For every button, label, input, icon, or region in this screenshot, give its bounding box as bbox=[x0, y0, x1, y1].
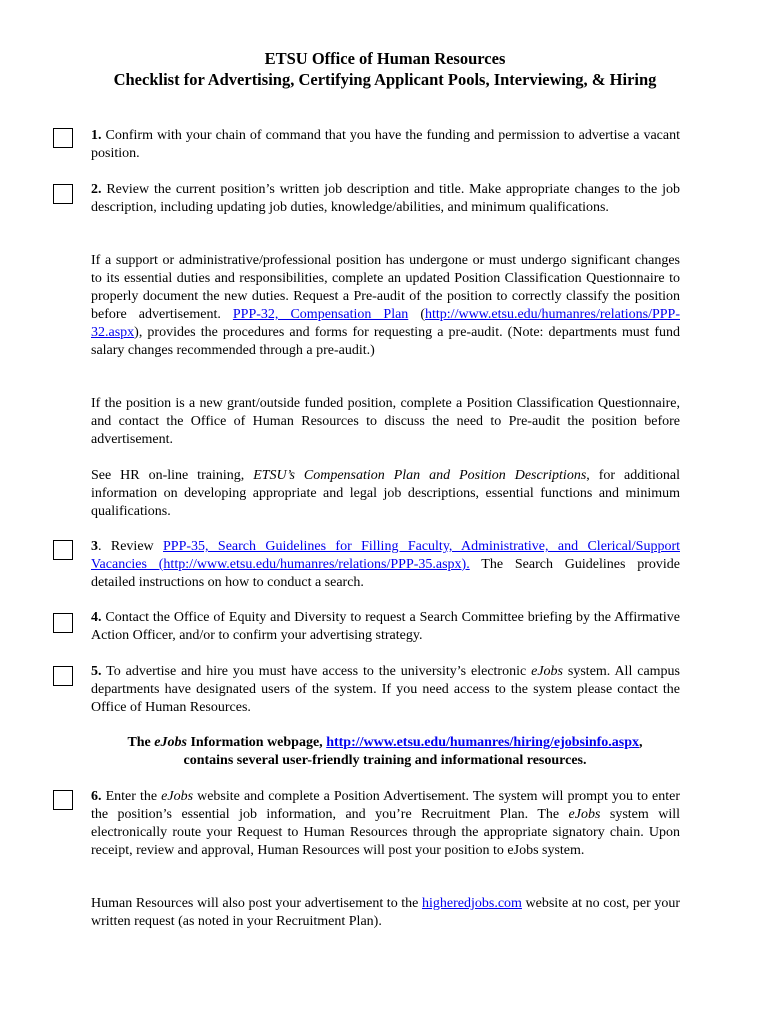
higheredjobs-link[interactable]: higheredjobs.com bbox=[422, 896, 522, 911]
item-2-grant-paragraph: If the position is a new grant/outside funded position, complete a Position Classification Questionnaire, and contact the Office of Human Resources to discuss the need to Pre-audit the position before advertisement. bbox=[91, 396, 680, 447]
checkbox-item-1[interactable] bbox=[53, 128, 73, 148]
item-3-text: 3. Review PPP-35, Search Guidelines for Filling Faculty, Administrative, and Clerical/Support Vacancies (http://www.etsu.edu/humanres/relations/PPP-35.aspx). The Search Guidelines provide detailed instructions on how to conduct a search. bbox=[91, 539, 680, 590]
ppp-35-link[interactable]: PPP-35, Search Guidelines for Filling Faculty, Administrative, and Clerical/Support Vacancies (http://www.etsu.edu/humanres/relations/PPP-35.aspx). bbox=[91, 539, 680, 572]
item-2-preaudit-paragraph: If a support or administrative/professional position has undergone or must undergo significant changes to its essential duties and responsibilities, complete an updated Position Classification Questionnaire to properly document the new duties. Request a Pre-audit of the position to correctly classify the position before advertisement. PPP-32, Compensation Plan (http://www.etsu.edu/humanres/relations/PPP-32.aspx), provides the procedures and forms for requesting a pre-audit. (Note: departments must fund salary changes recommended through a pre-audit.) bbox=[91, 253, 680, 358]
checkbox-item-3[interactable] bbox=[53, 540, 73, 560]
item-2-training-paragraph: See HR on-line training, ETSU’s Compensation Plan and Position Descriptions, for additional information on developing appropriate and legal job descriptions, essential functions and minimum qualifications. bbox=[91, 468, 681, 519]
item-6-text: 6. Enter the eJobs website and complete a Position Advertisement. The system will prompt you to enter the position’s essential job information, and you’re Recruitment Plan. The eJobs system will electronically route your Request to Human Resources through the appropriate signatory chain. Upon receipt, review and approval, Human Resources will post your position to eJobs system. bbox=[91, 789, 680, 858]
ejobs-info-line-1: The eJobs Information webpage, http://www.etsu.edu/humanres/hiring/ejobsinfo.aspx, bbox=[127, 735, 643, 750]
item-4-text: 4. Contact the Office of Equity and Diversity to request a Search Committee briefing by the Affirmative Action Officer, and/or to confirm your advertising strategy. bbox=[91, 610, 680, 643]
ppp-32-url-link[interactable]: http://www.etsu.edu/humanres/relations/PPP-32.aspx bbox=[91, 307, 680, 340]
checkbox-item-5[interactable] bbox=[53, 666, 73, 686]
checkbox-item-4[interactable] bbox=[53, 613, 73, 633]
item-2-text: 2. Review the current position’s written job description and title. Make appropriate changes to the job description, including updating job duties, knowledge/abilities, and minimum qualifications. bbox=[91, 182, 680, 215]
item-1-text: 1. Confirm with your chain of command that you have the funding and permission to advertise a vacant position. bbox=[91, 128, 680, 161]
checkbox-item-2[interactable] bbox=[53, 184, 73, 204]
item-5-text: 5. To advertise and hire you must have access to the university’s electronic eJobs system. All campus departments have designated users of the system. If you need access to the system please contact the Office of Human Resources. bbox=[91, 664, 681, 715]
checkbox-item-6[interactable] bbox=[53, 790, 73, 810]
ejobs-info-link[interactable]: http://www.etsu.edu/humanres/hiring/ejobsinfo.aspx bbox=[326, 735, 640, 750]
document-subtitle: Checklist for Advertising, Certifying Applicant Pools, Interviewing, & Hiring bbox=[113, 70, 657, 89]
ejobs-info-line-2: contains several user-friendly training and informational resources. bbox=[183, 753, 587, 768]
ppp-32-link[interactable]: PPP-32, Compensation Plan bbox=[232, 307, 409, 322]
document-title: ETSU Office of Human Resources bbox=[264, 49, 506, 68]
item-6-higheredjobs-paragraph: Human Resources will also post your advertisement to the higheredjobs.com website at no cost, per your written request (as noted in your Recruitment Plan). bbox=[91, 896, 680, 929]
